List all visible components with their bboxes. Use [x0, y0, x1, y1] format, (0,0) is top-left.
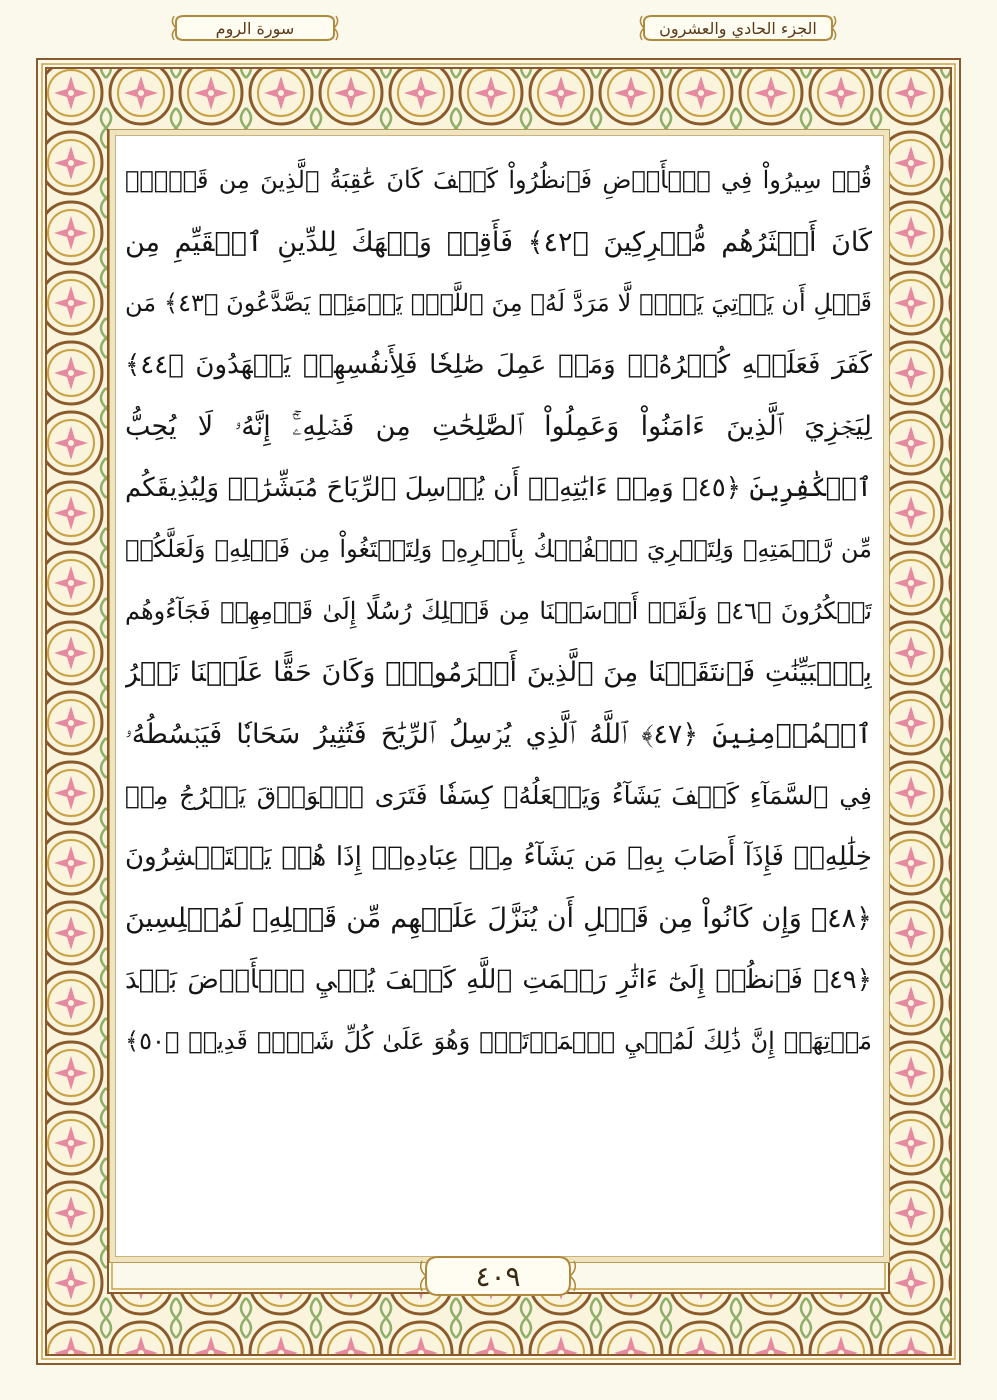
- text-line: مِّن رَّحۡمَتِهِۦ وَلِتَجۡرِيَ ٱلۡفُلۡكُ بِأَمۡرِهِۦ وَلِتَبۡتَغُواْ مِن فَضۡلِهِۦ وَلَعَلَّكُمۡ: [125, 535, 872, 563]
- text-line: ﴿٤٩﴾ فَٱنظُرۡ إِلَىٰٓ ءَاثَٰرِ رَحۡمَتِ ٱللَّهِ كَيۡفَ يُحۡيِ ٱلۡأَرۡضَ بَعۡدَ: [125, 964, 872, 995]
- text-line: ٱلۡكَٰفِرِينَ ﴿٤٥﴾ وَمِنۡ ءَايَٰتِهِۦٓ أَن يُرۡسِلَ ٱلرِّيَاحَ مُبَشِّرَٰتٖ وَلِيُذِيقَكُم: [125, 472, 872, 503]
- text-line: كَانَ أَكۡثَرُهُم مُّشۡرِكِينَ ﴿٤٢﴾ فَأَقِمۡ وَجۡهَكَ لِلدِّينِ ٱلۡقَيِّمِ مِن: [125, 226, 872, 258]
- text-line: فِي ٱلسَّمَآءِ كَيۡفَ يَشَآءُ وَيَجۡعَلُهُۥ كِسَفٗا فَتَرَى ٱلۡوَدۡقَ يَخۡرُجُ مِنۡ: [125, 781, 872, 810]
- page-number-cartouche: [418, 1251, 578, 1301]
- text-line: تَشۡكُرُونَ ﴿٤٦﴾ وَلَقَدۡ أَرۡسَلۡنَا مِن قَبۡلِكَ رُسُلًا إِلَىٰ قَوۡمِهِمۡ فَجَآءُوهُم: [125, 596, 872, 625]
- surah-name-cartouche: [170, 8, 340, 48]
- juz-name-cartouche: [638, 8, 838, 48]
- text-line: بِٱلۡبَيِّنَٰتِ فَٱنتَقَمۡنَا مِنَ ٱلَّذِينَ أَجۡرَمُواْۖ وَكَانَ حَقًّا عَلَيۡنَا نَصۡرُ: [125, 657, 872, 688]
- text-line: ٱلۡمُؤۡمِنِينَ ﴿٤٧﴾ ٱللَّهُ ٱلَّذِي يُرۡسِلُ ٱلرِّيَٰحَ فَتُثِيرُ سَحَابٗا فَيَبۡسُطُهُۥ: [125, 718, 872, 750]
- quran-text: [125, 150, 872, 1073]
- page-number: ٤٠٩: [475, 1259, 521, 1293]
- juz-name: الجزء الحادي والعشرون: [659, 18, 817, 38]
- text-line: ﴿٤٨﴾ وَإِن كَانُواْ مِن قَبۡلِ أَن يُنَزَّلَ عَلَيۡهِم مِّن قَبۡلِهِۦ لَمُبۡلِسِينَ: [125, 903, 872, 934]
- surah-name: سورة الروم: [215, 18, 295, 38]
- text-line: لِيَجۡزِيَ ٱلَّذِينَ ءَامَنُواْ وَعَمِلُواْ ٱلصَّٰلِحَٰتِ مِن فَضۡلِهِۦٓۚ إِنَّهُۥ لَا يُحِبُّ: [125, 411, 872, 442]
- text-line: قَبۡلِ أَن يَأۡتِيَ يَوۡمٞ لَّا مَرَدَّ لَهُۥ مِنَ ٱللَّهِۖ يَوۡمَئِذٖ يَصَّدَّعُونَ ﴿٤٣﴾ مَن: [125, 289, 872, 317]
- text-line: كَفَرَ فَعَلَيۡهِ كُفۡرُهُۥۖ وَمَنۡ عَمِلَ صَٰلِحٗا فَلِأَنفُسِهِمۡ يَمۡهَدُونَ ﴿٤٤﴾: [125, 349, 872, 380]
- text-line: مَوۡتِهَآۚ إِنَّ ذَٰلِكَ لَمُحۡيِ ٱلۡمَوۡتَىٰۖ وَهُوَ عَلَىٰ كُلِّ شَيۡءٖ قَدِيرٞ ﴿٥٠﴾: [125, 1027, 872, 1055]
- text-line: قُلۡ سِيرُواْ فِي ٱلۡأَرۡضِ فَٱنظُرُواْ كَيۡفَ كَانَ عَٰقِبَةُ ٱلَّذِينَ مِن قَبۡلُۚ: [125, 166, 872, 194]
- text-line: خِلَٰلِهِۦۖ فَإِذَآ أَصَابَ بِهِۦ مَن يَشَآءُ مِنۡ عِبَادِهِۦٓ إِذَا هُمۡ يَسۡتَبۡشِرُونَ: [125, 841, 872, 872]
